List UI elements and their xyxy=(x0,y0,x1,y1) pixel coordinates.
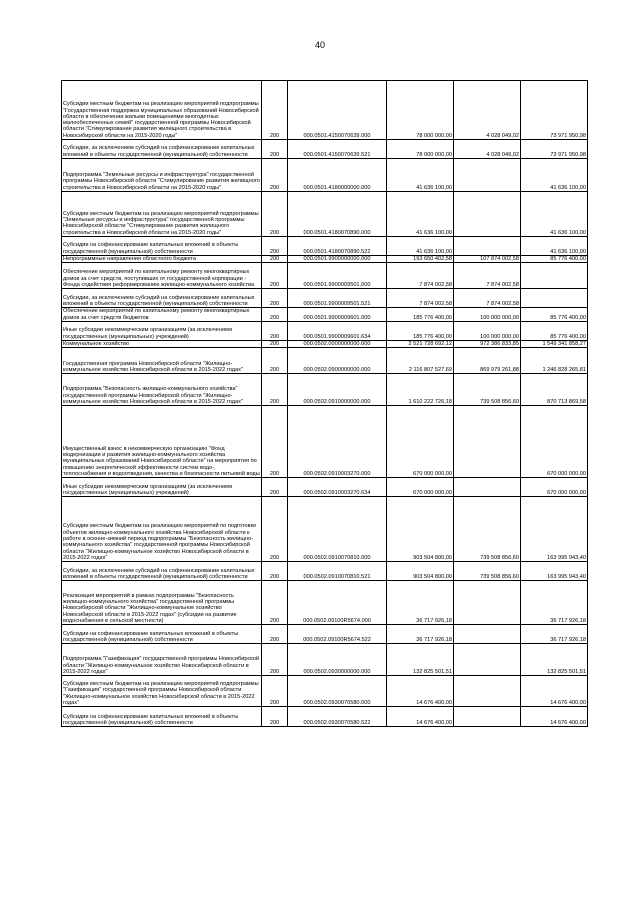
budget-code: 000.0502.0910070810.521 xyxy=(288,562,387,581)
budget-code: 000.0501.9900000000.000 xyxy=(288,256,387,263)
item-name: Непрограммные направления областного бюджета xyxy=(62,256,262,263)
amount-planned: 903 504 800,00 xyxy=(387,562,454,581)
item-name: Субсидии местным бюджетам на реализацию мероприятий подпрограммы "Земельные ресурсы и инфраструктура" государственной программы Новосибирской области "Стимулирование развития жилищного строительства в Новосибирской области на 2015-2020 годы" xyxy=(62,192,262,237)
table-row xyxy=(62,707,588,727)
item-name: Имущественный взнос в некоммерческую организацию "Фонд модернизации и развития жилищно-коммунального хозяйства муниципальных образований Новосибирской области" на мероприятия по повышению энергетической эффективности систем водо-, теплоснабжения и водоотведения, качества и безопасности питьевой воды xyxy=(62,406,262,478)
group-code: 200 xyxy=(262,263,288,289)
group-code: 200 xyxy=(262,497,288,562)
table-row xyxy=(62,237,588,256)
item-name: Коммунальное хозяйство xyxy=(62,340,262,347)
item-name: Государственная программа Новосибирской области "Жилищно-коммунальное хозяйство Новосибирской области в 2015-2022 годах" xyxy=(62,348,262,374)
group-code: 200 xyxy=(262,562,288,581)
group-code: 200 xyxy=(262,192,288,237)
amount-executed: 100 000 000,00 xyxy=(454,321,521,340)
group-code: 200 xyxy=(262,644,288,676)
amount-remaining: 41 636 100,00 xyxy=(521,237,588,256)
amount-executed: 7 874 002,58 xyxy=(454,263,521,289)
table-row xyxy=(62,289,588,308)
amount-executed xyxy=(454,581,521,625)
amount-remaining: 85 776 400,00 xyxy=(521,321,588,340)
amount-executed: 972 386 833,85 xyxy=(454,340,521,347)
table-row xyxy=(62,308,588,322)
amount-remaining: 870 713 869,58 xyxy=(521,374,588,406)
group-code: 200 xyxy=(262,289,288,308)
amount-planned: 903 504 800,00 xyxy=(387,497,454,562)
group-code: 200 xyxy=(262,581,288,625)
group-code: 200 xyxy=(262,321,288,340)
group-code: 200 xyxy=(262,140,288,159)
amount-planned: 36 717 926,18 xyxy=(387,581,454,625)
amount-executed: 100 000 000,00 xyxy=(454,308,521,322)
amount-executed xyxy=(454,676,521,707)
amount-remaining: 163 995 943,40 xyxy=(521,562,588,581)
budget-table-body xyxy=(62,81,588,727)
table-row xyxy=(62,644,588,676)
item-name: Субсидии, за исключением субсидий на софинансирование капитальных вложений в объекты государственной (муниципальной) собственности xyxy=(62,562,262,581)
amount-remaining: 132 825 501,51 xyxy=(521,644,588,676)
amount-planned: 36 717 926,18 xyxy=(387,625,454,644)
item-name: Субсидии, за исключением субсидий на софинансирование капитальных вложений в объекты государственной (муниципальной) собственности xyxy=(62,289,262,308)
group-code: 200 xyxy=(262,340,288,347)
table-row xyxy=(62,497,588,562)
amount-remaining xyxy=(521,289,588,308)
amount-remaining: 36 717 926,18 xyxy=(521,581,588,625)
table-row xyxy=(62,321,588,340)
budget-code: 000.0501.4150070639.521 xyxy=(288,140,387,159)
amount-planned: 1 610 222 726,18 xyxy=(387,374,454,406)
amount-planned: 14 676 400,00 xyxy=(387,707,454,727)
amount-remaining: 73 971 950,98 xyxy=(521,81,588,140)
amount-executed xyxy=(454,237,521,256)
item-name: Подпрограмма "Безопасность жилищно-коммунального хозяйства" государственной программы Новосибирской области "Жилищно-коммунальное хозяйство Новосибирской области в 2015-2022 годах" xyxy=(62,374,262,406)
group-code: 200 xyxy=(262,308,288,322)
amount-executed xyxy=(454,478,521,497)
budget-code: 000.0501.4180070890.522 xyxy=(288,237,387,256)
item-name: Обеспечение мероприятий по капитальному ремонту многоквартирных домов за счет средств, поступивших от государственной корпорации - Фонда содействия реформированию жилищно-коммунального хозяйства xyxy=(62,263,262,289)
amount-executed: 869 979 261,88 xyxy=(454,348,521,374)
amount-planned: 41 636 100,00 xyxy=(387,159,454,192)
amount-remaining: 14 676 400,00 xyxy=(521,676,588,707)
budget-code: 000.0502.0910003270.634 xyxy=(288,478,387,497)
table-row xyxy=(62,256,588,263)
item-name: Обеспечение мероприятий по капитальному ремонту многоквартирных домов за счет средств бюджетов xyxy=(62,308,262,322)
amount-executed xyxy=(454,192,521,237)
amount-executed xyxy=(454,707,521,727)
amount-executed: 107 874 002,58 xyxy=(454,256,521,263)
amount-planned: 2 521 728 692,12 xyxy=(387,340,454,347)
item-name: Иные субсидии некоммерческим организациям (за исключением государственных (муниципальных) учреждений) xyxy=(62,478,262,497)
budget-code: 000.0502.0910000000.000 xyxy=(288,374,387,406)
item-name: Субсидии местным бюджетам на реализацию мероприятий подпрограммы "Газификация" государственной программы Новосибирской области "Жилищно-коммунальное хозяйство Новосибирской области в 2015-2022 годах" xyxy=(62,676,262,707)
amount-remaining: 1 549 341 858,27 xyxy=(521,340,588,347)
amount-planned: 41 636 100,00 xyxy=(387,237,454,256)
item-name: Иные субсидии некоммерческим организациям (за исключением государственных (муниципальных) учреждений) xyxy=(62,321,262,340)
amount-remaining: 670 000 000,00 xyxy=(521,406,588,478)
table-row xyxy=(62,192,588,237)
amount-executed: 739 508 856,60 xyxy=(454,562,521,581)
amount-executed xyxy=(454,406,521,478)
amount-executed: 7 874 002,58 xyxy=(454,289,521,308)
budget-code: 000.0502.0930070580.000 xyxy=(288,676,387,707)
amount-planned: 670 000 000,00 xyxy=(387,406,454,478)
amount-remaining: 85 776 400,00 xyxy=(521,256,588,263)
amount-planned: 2 116 807 527,69 xyxy=(387,348,454,374)
amount-planned: 41 636 100,00 xyxy=(387,192,454,237)
group-code: 200 xyxy=(262,81,288,140)
amount-executed xyxy=(454,625,521,644)
group-code: 200 xyxy=(262,406,288,478)
item-name: Субсидии на софинансирование капитальных вложений в объекты государственной (муниципальной) собственности xyxy=(62,625,262,644)
amount-executed: 739 508 856,60 xyxy=(454,374,521,406)
budget-code: 000.0502.09100R5674.522 xyxy=(288,625,387,644)
amount-planned: 78 000 000,00 xyxy=(387,81,454,140)
group-code: 200 xyxy=(262,159,288,192)
amount-planned: 7 874 002,58 xyxy=(387,263,454,289)
table-row xyxy=(62,625,588,644)
table-row xyxy=(62,406,588,478)
amount-planned: 14 676 400,00 xyxy=(387,676,454,707)
budget-table xyxy=(61,80,588,727)
amount-planned: 185 776 400,00 xyxy=(387,308,454,322)
amount-executed: 739 508 856,60 xyxy=(454,497,521,562)
table-row xyxy=(62,374,588,406)
amount-executed: 4 028 049,02 xyxy=(454,140,521,159)
group-code: 200 xyxy=(262,237,288,256)
budget-code: 000.0501.9900009601.634 xyxy=(288,321,387,340)
amount-remaining: 73 971 950,98 xyxy=(521,140,588,159)
table-row xyxy=(62,340,588,347)
budget-code: 000.0502.0930070580.522 xyxy=(288,707,387,727)
item-name: Реализация мероприятий в рамках подпрограммы "Безопасность жилищно-коммунального хозяйства" государственной программы Новосибирской области "Жилищно-коммунальное хозяйство Новосибирской области в 2015-2022 годах" (субсидии на развитие водоснабжения в сельской местности) xyxy=(62,581,262,625)
amount-remaining: 1 246 828 265,81 xyxy=(521,348,588,374)
group-code: 200 xyxy=(262,348,288,374)
amount-planned: 132 825 501,51 xyxy=(387,644,454,676)
group-code: 200 xyxy=(262,676,288,707)
item-name: Субсидии на софинансирование капитальных вложений в объекты государственной (муниципальной) собственности xyxy=(62,707,262,727)
table-row xyxy=(62,140,588,159)
group-code: 200 xyxy=(262,625,288,644)
amount-remaining: 41 636 100,00 xyxy=(521,159,588,192)
amount-planned: 78 000 000,00 xyxy=(387,140,454,159)
table-row xyxy=(62,263,588,289)
item-name: Подпрограмма "Земельные ресурсы и инфраструктура" государственной программы Новосибирской области "Стимулирование развития жилищного строительства в Новосибирской области на 2015-2020 годы" xyxy=(62,159,262,192)
budget-code: 000.0502.0930000000.000 xyxy=(288,644,387,676)
amount-planned: 670 000 000,00 xyxy=(387,478,454,497)
amount-planned: 193 650 402,58 xyxy=(387,256,454,263)
amount-remaining: 36 717 926,18 xyxy=(521,625,588,644)
page-number: 40 xyxy=(314,40,325,50)
amount-executed: 4 028 049,02 xyxy=(454,81,521,140)
amount-executed xyxy=(454,159,521,192)
amount-executed xyxy=(454,644,521,676)
amount-planned: 7 874 002,58 xyxy=(387,289,454,308)
group-code: 200 xyxy=(262,374,288,406)
group-code: 200 xyxy=(262,707,288,727)
table-row xyxy=(62,562,588,581)
amount-remaining: 85 776 400,00 xyxy=(521,308,588,322)
budget-code: 000.0502.0900000000.000 xyxy=(288,348,387,374)
budget-code: 000.0502.0000000000.000 xyxy=(288,340,387,347)
table-row xyxy=(62,478,588,497)
item-name: Субсидии на софинансирование капитальных вложений в объекты государственной (муниципальной) собственности xyxy=(62,237,262,256)
amount-planned: 185 776 400,00 xyxy=(387,321,454,340)
budget-code: 000.0502.09100R5674.000 xyxy=(288,581,387,625)
amount-remaining: 670 000 000,00 xyxy=(521,478,588,497)
table-row xyxy=(62,676,588,707)
table-row xyxy=(62,348,588,374)
amount-remaining xyxy=(521,263,588,289)
budget-code: 000.0501.9900009501.000 xyxy=(288,263,387,289)
budget-code: 000.0501.4180070890.000 xyxy=(288,192,387,237)
table-row xyxy=(62,81,588,140)
item-name: Субсидии местным бюджетам на реализацию мероприятий подпрограммы "Государственная поддержка муниципальных образований Новосибирской области в обеспечении жильми помещениями многодетных малообеспеченных семей" государственной программы Новосибирской области "Стимулирование развития жилищного строительства в Новосибирской области на 2015-2020 годы" xyxy=(62,81,262,140)
budget-code: 000.0501.4150070639.000 xyxy=(288,81,387,140)
budget-code: 000.0502.0910003270.000 xyxy=(288,406,387,478)
group-code: 200 xyxy=(262,478,288,497)
budget-code: 000.0501.9900009601.000 xyxy=(288,308,387,322)
table-row xyxy=(62,581,588,625)
item-name: Подпрограмма "Газификация" государственной программы Новосибирской области "Жилищно-коммунальное хозяйство Новосибирской области в 2015-2022 годах" xyxy=(62,644,262,676)
table-row xyxy=(62,159,588,192)
amount-remaining: 14 676 400,00 xyxy=(521,707,588,727)
group-code: 200 xyxy=(262,256,288,263)
amount-remaining: 41 636 100,00 xyxy=(521,192,588,237)
item-name: Субсидии, за исключением субсидий на софинансирование капитальных вложений в объекты государственной (муниципальной) собственности xyxy=(62,140,262,159)
budget-code: 000.0501.9900009501.521 xyxy=(288,289,387,308)
budget-code: 000.0502.0910070810.000 xyxy=(288,497,387,562)
item-name: Субсидии местным бюджетам на реализацию мероприятий по подготовке объектов жилищно-коммунального хозяйства Новосибирской области к работе в осенне-зимний период подпрограммы "Безопасность жилищно-коммунального хозяйства" государственной программы Новосибирской области "Жилищно-коммунальное хозяйство Новосибирской области в 2015-2022 годах" xyxy=(62,497,262,562)
amount-remaining: 163 995 943,40 xyxy=(521,497,588,562)
budget-code: 000.0501.4180000000.000 xyxy=(288,159,387,192)
